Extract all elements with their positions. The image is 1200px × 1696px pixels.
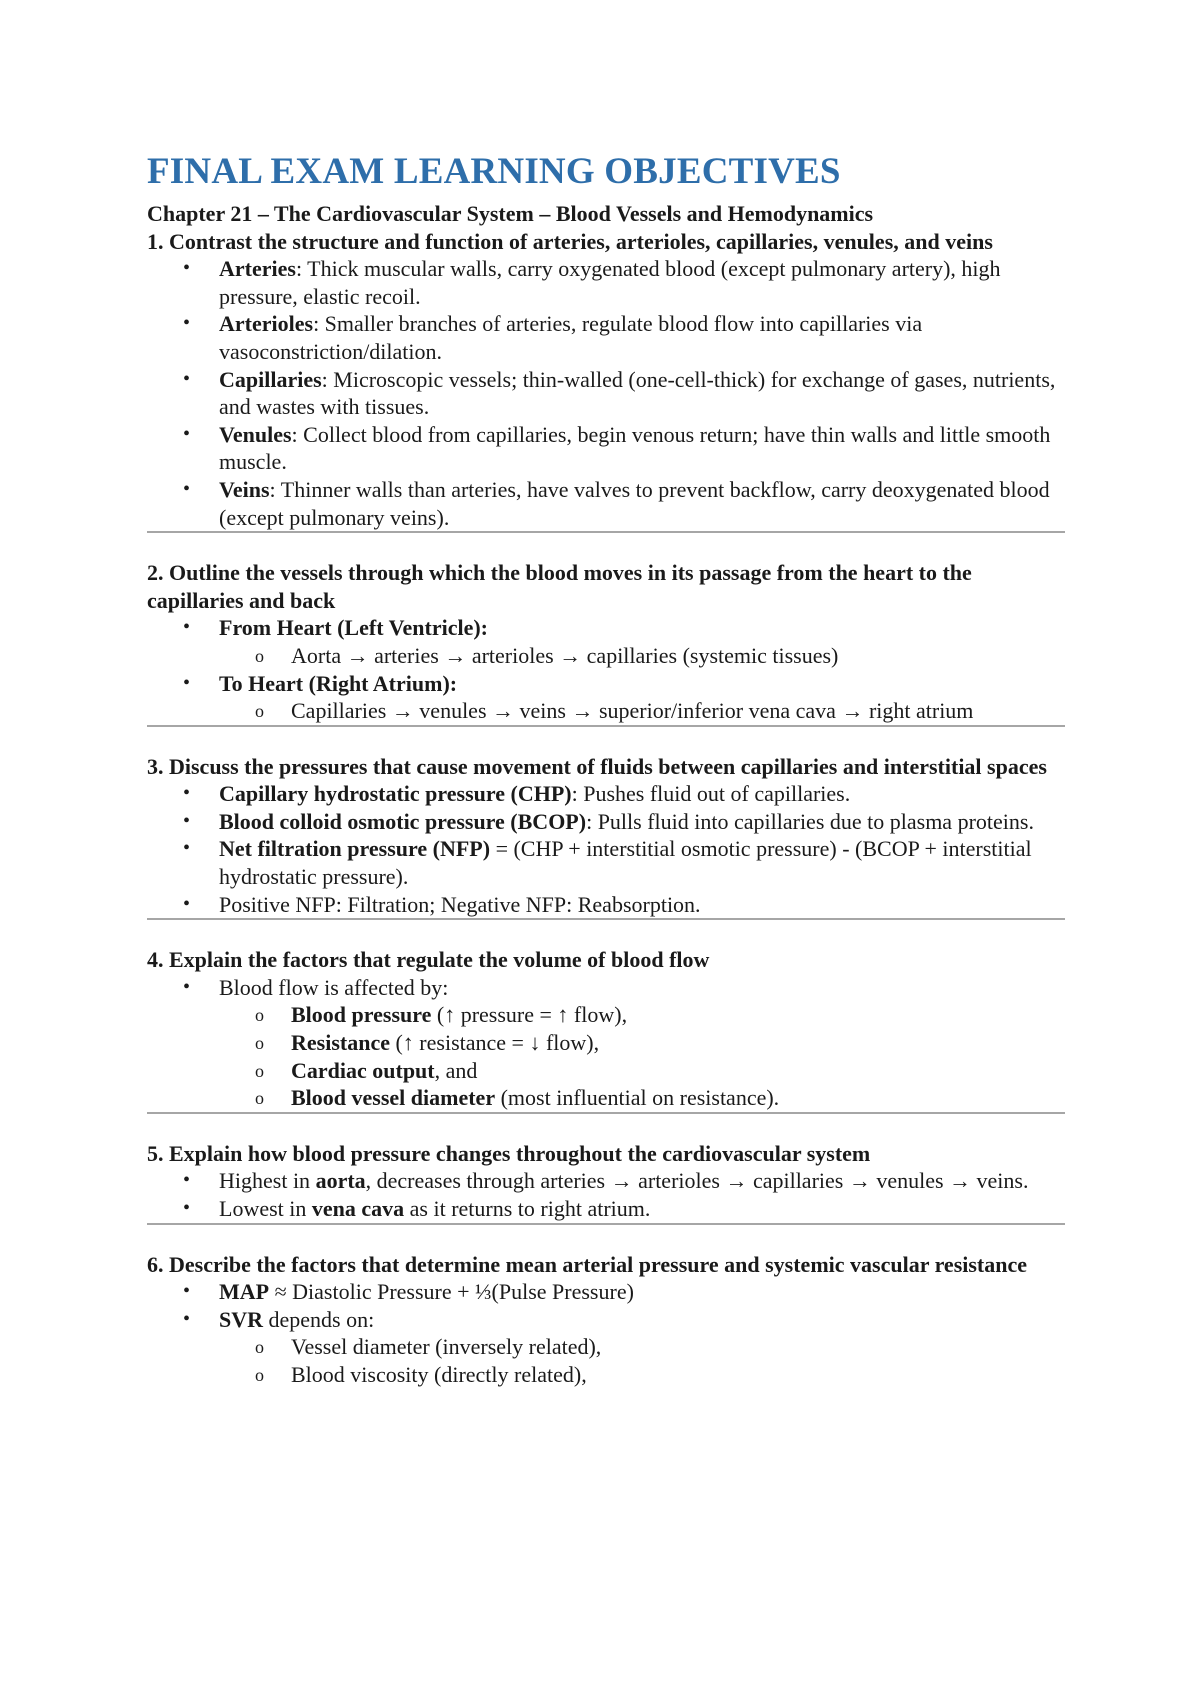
term: Cardiac output [291,1057,435,1083]
bullet-icon: • [183,477,191,500]
prefix: Highest in [219,1168,316,1194]
term: Blood colloid osmotic pressure (BCOP) [219,808,587,834]
document-page [147,150,1065,1389]
sub-list-item [219,1001,1065,1029]
section-divider [147,725,1065,727]
section-1-question: 1. Contrast the structure and function of arteries, arterioles, capillaries, venules, and veins [147,228,993,254]
list-item [147,476,1065,531]
section-5-question: 5. Explain how blood pressure changes throughout the cardiovascular system [147,1140,871,1166]
sub-list-item [219,1057,1065,1085]
list-item [147,310,1065,365]
term: Blood pressure [291,1002,432,1028]
section-6-question: 6. Describe the factors that determine mean arterial pressure and systemic vascular resistance [147,1251,1028,1277]
term: From Heart (Left Ventricle): [219,615,488,641]
section-4 [147,946,1065,1114]
term: Veins [219,476,270,502]
description: (↑ pressure = ↑ flow), [431,1002,628,1028]
term: Arterioles [219,311,314,337]
section-6-list [147,1278,1065,1388]
section-divider [147,918,1065,920]
sub-list-item [219,1333,1065,1361]
description: Aorta → arteries → arterioles → capillaries (systemic tissues) [291,642,839,668]
section-divider [147,1112,1065,1114]
bullet-icon: • [183,312,191,335]
list-item [147,808,1065,836]
circle-bullet-icon: o [255,701,264,722]
circle-bullet-icon: o [255,1060,264,1081]
bullet-icon: • [183,257,191,280]
list-item [147,891,1065,919]
term: SVR [219,1306,264,1332]
section-2-question: 2. Outline the vessels through which the blood moves in its passage from the heart to the capillaries and back [147,560,972,613]
description: : Microscopic vessels; thin-walled (one-cell-thick) for exchange of gases, nutrients, and wastes with tissues. [219,366,1056,420]
description: : Smaller branches of arteries, regulate blood flow into capillaries via vasoconstriction/dilation. [219,311,923,364]
bullet-icon: • [183,1307,191,1330]
sub-list-item [219,1084,1065,1112]
sub-list [219,697,1065,725]
description: Capillaries → venules → veins → superior/inferior vena cava → right atrium [291,698,974,724]
section-3 [147,753,1065,921]
section-5 [147,1140,1065,1225]
description: Vessel diameter (inversely related), [291,1334,602,1360]
section-2 [147,559,1065,727]
description: = (CHP + interstitial osmotic pressure) - (BCOP + interstitial hydrostatic pressure). [219,836,1032,890]
circle-bullet-icon: o [255,1364,264,1385]
bullet-icon: • [183,975,191,998]
section-4-question: 4. Explain the factors that regulate the volume of blood flow [147,947,710,973]
term: To Heart (Right Atrium): [219,670,458,696]
term: aorta [315,1168,366,1194]
circle-bullet-icon: o [255,1337,264,1358]
section-6 [147,1251,1065,1389]
bullet-icon: • [183,837,191,860]
circle-bullet-icon: o [255,1088,264,1109]
sub-list-item [219,697,1065,725]
term: Resistance [291,1030,390,1056]
page-title: FINAL EXAM LEARNING OBJECTIVES [147,151,841,192]
description: Positive NFP: Filtration; Negative NFP: Reabsorption. [219,891,701,917]
list-item [147,1278,1065,1306]
section-divider [147,531,1065,533]
section-4-list [147,974,1065,1112]
list-item [147,614,1065,669]
description: : Pulls fluid into capillaries due to plasma proteins. [586,808,1034,834]
prefix: Lowest in [219,1196,312,1221]
circle-bullet-icon: o [255,1005,264,1026]
bullet-icon: • [183,892,191,915]
term: MAP [219,1279,270,1305]
description: as it returns to right atrium. [404,1196,651,1221]
description: : Thick muscular walls, carry oxygenated blood (except pulmonary artery), high pressure, elastic recoil. [219,256,1001,309]
term: Venules [219,421,292,447]
description: , decreases through arteries → arterioles → capillaries → venules → veins. [365,1168,1029,1194]
description: (most influential on resistance). [495,1085,780,1111]
description: Blood flow is affected by: [219,974,449,1000]
sub-list-item [219,1361,1065,1389]
bullet-icon: • [183,1197,191,1219]
term: Net filtration pressure (NFP) [219,836,491,862]
description: ≈ Diastolic Pressure + ⅓(Pulse Pressure) [269,1279,634,1305]
bullet-icon: • [183,1169,191,1192]
term: Capillaries [219,366,322,392]
bullet-icon: • [183,367,191,390]
list-item [147,974,1065,1112]
chapter-heading: Chapter 21 – The Cardiovascular System – Blood Vessels and Hemodynamics [147,201,874,226]
list-item [147,255,1065,310]
section-3-question: 3. Discuss the pressures that cause movement of fluids between capillaries and interstitial spaces [147,753,1047,779]
list-item [147,835,1065,890]
circle-bullet-icon: o [255,1033,264,1054]
section-2-list [147,614,1065,724]
list-item [147,780,1065,808]
sub-list-item [219,1029,1065,1057]
section-5-list [147,1167,1065,1222]
list-item [147,1306,1065,1389]
sub-list [219,1333,1065,1388]
bullet-icon: • [183,422,191,445]
sub-list [219,1001,1065,1111]
term: Capillary hydrostatic pressure (CHP) [219,781,572,807]
section-divider [147,1223,1065,1225]
bullet-icon: • [183,1280,191,1303]
description: Blood viscosity (directly related), [291,1361,587,1387]
description: (↑ resistance = ↓ flow), [389,1030,600,1056]
list-item [147,1167,1065,1195]
bullet-icon: • [183,616,191,639]
list-item [147,1195,1065,1223]
sub-list-item [219,642,1065,670]
term: vena cava [311,1196,405,1221]
description: : Pushes fluid out of capillaries. [571,781,851,807]
term: Blood vessel diameter [291,1085,496,1111]
list-item [147,421,1065,476]
term: Arteries [219,256,296,282]
list-item [147,366,1065,421]
section-1 [147,228,1065,534]
section-1-list [147,255,1065,531]
description: : Thinner walls than arteries, have valves to prevent backflow, carry deoxygenated blood (except pulmonary veins). [219,476,1050,530]
circle-bullet-icon: o [255,645,264,666]
bullet-icon: • [183,809,191,832]
bullet-icon: • [183,671,191,694]
description: depends on: [263,1306,375,1332]
description: : Collect blood from capillaries, begin venous return; have thin walls and little smooth muscle. [219,421,1051,475]
sub-list [219,642,1065,670]
description: , and [434,1057,478,1083]
section-3-list [147,780,1065,918]
bullet-icon: • [183,782,191,805]
list-item [147,670,1065,725]
